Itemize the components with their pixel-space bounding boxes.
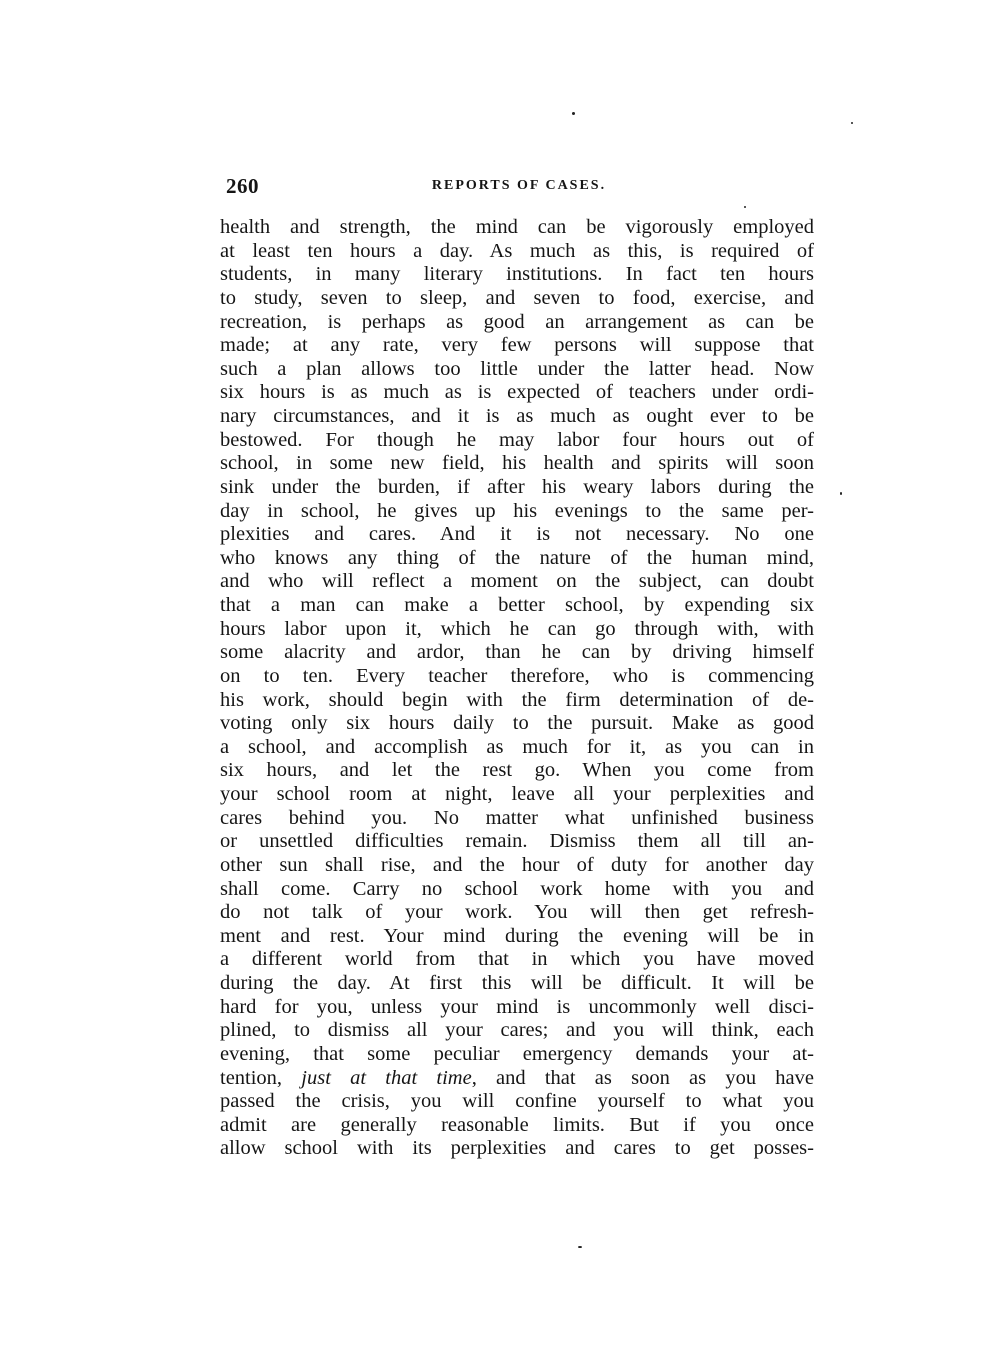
text-line: at least ten hours a day. As much as this, is required of xyxy=(220,239,814,262)
text-line: hard for you, unless your mind is uncommonly well disci- xyxy=(220,995,814,1018)
text-line: to study, seven to sleep, and seven to food, exercise, and xyxy=(220,286,814,309)
text-line: and who will reflect a moment on the subject, can doubt xyxy=(220,570,814,593)
text-line: such a plan allows too little under the latter head. Now xyxy=(220,357,814,380)
text-line: shall come. Carry no school work home with you and xyxy=(220,877,814,900)
text-line: a different world from that in which you have moved xyxy=(220,948,814,971)
text-line: bestowed. For though he may labor four hours out of xyxy=(220,428,814,451)
line-37-after: , and that as soon as you have xyxy=(471,1066,815,1089)
scan-speck xyxy=(744,206,746,208)
text-line: six hours, and let the rest go. When you come from xyxy=(220,759,814,782)
text-line: recreation, is perhaps as good an arrangement as can be xyxy=(220,310,814,333)
text-line-with-italic xyxy=(220,1067,814,1091)
text-line: some alacrity and ardor, than he can by driving himself xyxy=(220,641,814,664)
line-37-before: tention, xyxy=(220,1066,302,1089)
scan-speck xyxy=(851,122,853,124)
text-line: that a man can make a better school, by expending six xyxy=(220,594,814,616)
text-line: evening, that some peculiar emergency demands your at- xyxy=(220,1042,814,1065)
text-line: on to ten. Every teacher therefore, who is commencing xyxy=(220,664,814,687)
text-line: students, in many literary institutions. In fact ten hours xyxy=(220,263,814,286)
text-line: a school, and accomplish as much for it, as you can in xyxy=(220,735,814,758)
text-line: voting only six hours daily to the pursuit. Make as good xyxy=(220,712,814,735)
text-line: during the day. At first this will be difficult. It will be xyxy=(220,972,814,994)
scan-speck xyxy=(578,1246,582,1248)
text-line: health and strength, the mind can be vigorously employed xyxy=(220,216,814,238)
running-title: REPORTS OF CASES. xyxy=(431,178,607,193)
text-line: ment and rest. Your mind during the evening will be in xyxy=(220,924,814,947)
text-line: cares behind you. No matter what unfinished business xyxy=(220,806,814,829)
text-line: admit are generally reasonable limits. But if you once xyxy=(220,1113,814,1136)
text-line: or unsettled difficulties remain. Dismiss them all till an- xyxy=(220,830,814,853)
text-line: who knows any thing of the nature of the human mind, xyxy=(220,546,814,569)
text-line: plined, to dismiss all your cares; and you will think, each xyxy=(220,1019,814,1042)
running-head xyxy=(226,174,812,200)
text-line: allow school with its perplexities and cares to get posses- xyxy=(220,1137,814,1160)
text-line: made; at any rate, very few persons will suppose that xyxy=(220,334,814,357)
body-text xyxy=(220,216,814,1161)
text-line: hours labor upon it, which he can go through with, with xyxy=(220,617,814,640)
text-line: plexities and cares. And it is not necessary. No one xyxy=(220,523,814,546)
text-line: other sun shall rise, and the hour of duty for another day xyxy=(220,853,814,876)
text-line: school, in some new field, his health and spirits will soon xyxy=(220,452,814,475)
text-line: nary circumstances, and it is as much as ought ever to be xyxy=(220,405,814,427)
page-number: 260 xyxy=(226,174,259,198)
text-line: day in school, he gives up his evenings to the same per- xyxy=(220,499,814,522)
text-line: passed the crisis, you will confine yourself to what you xyxy=(220,1090,814,1113)
text-line: your school room at night, leave all your perplexities and xyxy=(220,783,814,805)
text-line: his work, should begin with the firm determination of de- xyxy=(220,688,814,711)
text-line: six hours is as much as is expected of teachers under ordi- xyxy=(220,381,814,404)
text-line: sink under the burden, if after his weary labors during the xyxy=(220,475,814,498)
text-line: do not talk of your work. You will then get refresh- xyxy=(220,901,814,924)
scan-speck xyxy=(572,112,575,115)
scan-speck xyxy=(840,492,842,495)
italic-phrase: just at that time xyxy=(301,1066,472,1089)
